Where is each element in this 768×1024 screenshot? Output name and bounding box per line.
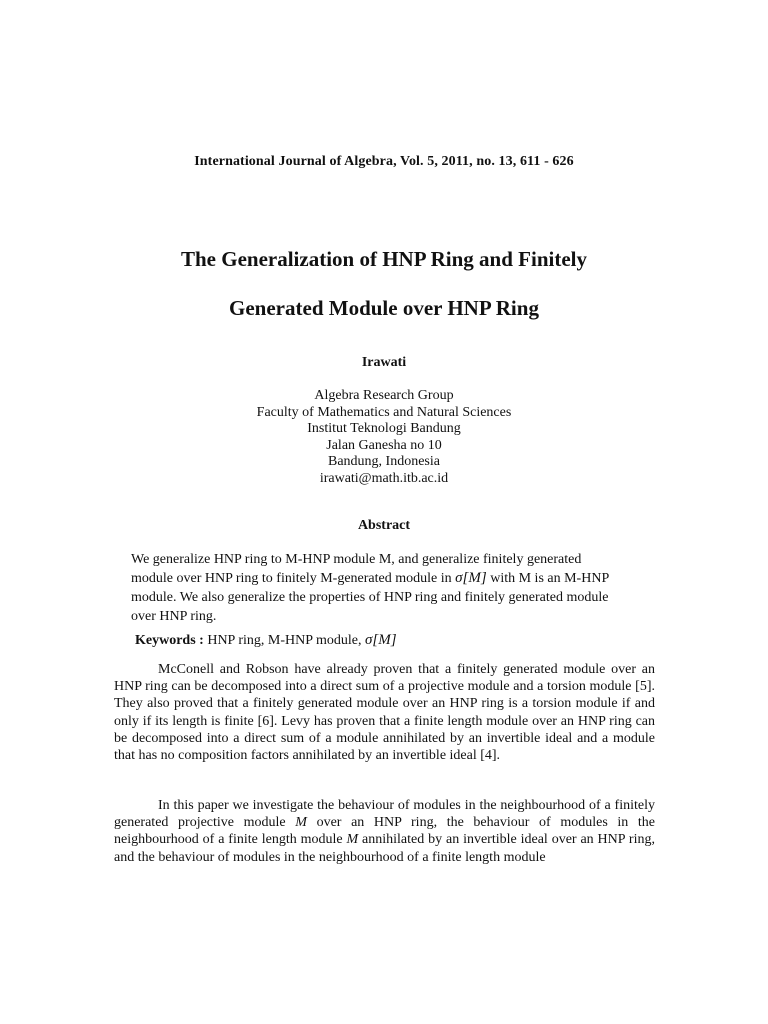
paper-title-line-2: Generated Module over HNP Ring [229,296,539,320]
abstract-line-1: We generalize HNP ring to M-HNP module M, and generalize finitely generated [131,552,582,567]
p2-text-c: annihilated by an invertible ideal over an HNP ring, and the behaviour of modules in the neighbourhood of a finite length module [114,832,655,865]
p2-text-b: over an HNP ring, the behaviour of modules in the neighbourhood of a finite length module [114,815,656,848]
abstract-heading: Abstract [357,518,411,533]
abstract-line-4: over HNP ring. [131,609,217,624]
abstract-line-3: module. We also generalize the properties of HNP ring and finitely generated module [131,590,609,605]
keywords-label: Keywords : [135,633,204,648]
author-email: irawati@math.itb.ac.id [319,470,449,486]
affiliation-group: Algebra Research Group [314,388,454,403]
journal-citation: International Journal of Algebra, Vol. 5, 2011, no. 13, 611 - 626 [194,154,574,169]
author-name: Irawati [361,355,407,370]
keywords-text: HNP ring, M-HNP module, [203,633,365,648]
paper-title-line-1: The Generalization of HNP Ring and Finitely [180,247,587,271]
affiliation-institute: Institut Teknologi Bandung [307,421,461,436]
abstract-line-2-text: module over HNP ring to finitely M-generated module in [131,571,456,586]
p2-text-a: In this paper we investigate the behaviour of modules in the neighbourhood of a finitely generated projective module [114,798,655,831]
p2-math-m-1: M [295,815,307,831]
author-affiliation [0,388,768,487]
abstract-line-2-tail: with M is an M-HNP [486,571,610,586]
abstract-line-2 [131,569,651,588]
affiliation-street: Jalan Ganesha no 10 [326,437,442,453]
keywords [135,632,397,649]
affiliation-faculty: Faculty of Mathematics and Natural Sciences [256,404,512,420]
body-paragraph-1: McConell and Robson have already proven that a finitely generated module over an HNP ring can be decomposed into a direct sum of a projective module and a torsion module [5]. They also proved that a finitely generated module over an HNP ring is a torsion module if and only if its length is finite [6]. Levy has proven that a finite length module over an HNP ring can be decomposed into a direct sum of a module annihilated by an invertible ideal and a module that has no composition factors annihilated by an invertible ideal [4]. [114,662,655,764]
sigma-m-notation: σ[M] [455,570,487,586]
keywords-sigma-m: σ[M] [364,632,397,648]
affiliation-city: Bandung, Indonesia [328,454,440,469]
abstract-body [131,550,651,626]
body-paragraph-2 [114,797,655,866]
p2-math-m-2: M [346,832,359,848]
